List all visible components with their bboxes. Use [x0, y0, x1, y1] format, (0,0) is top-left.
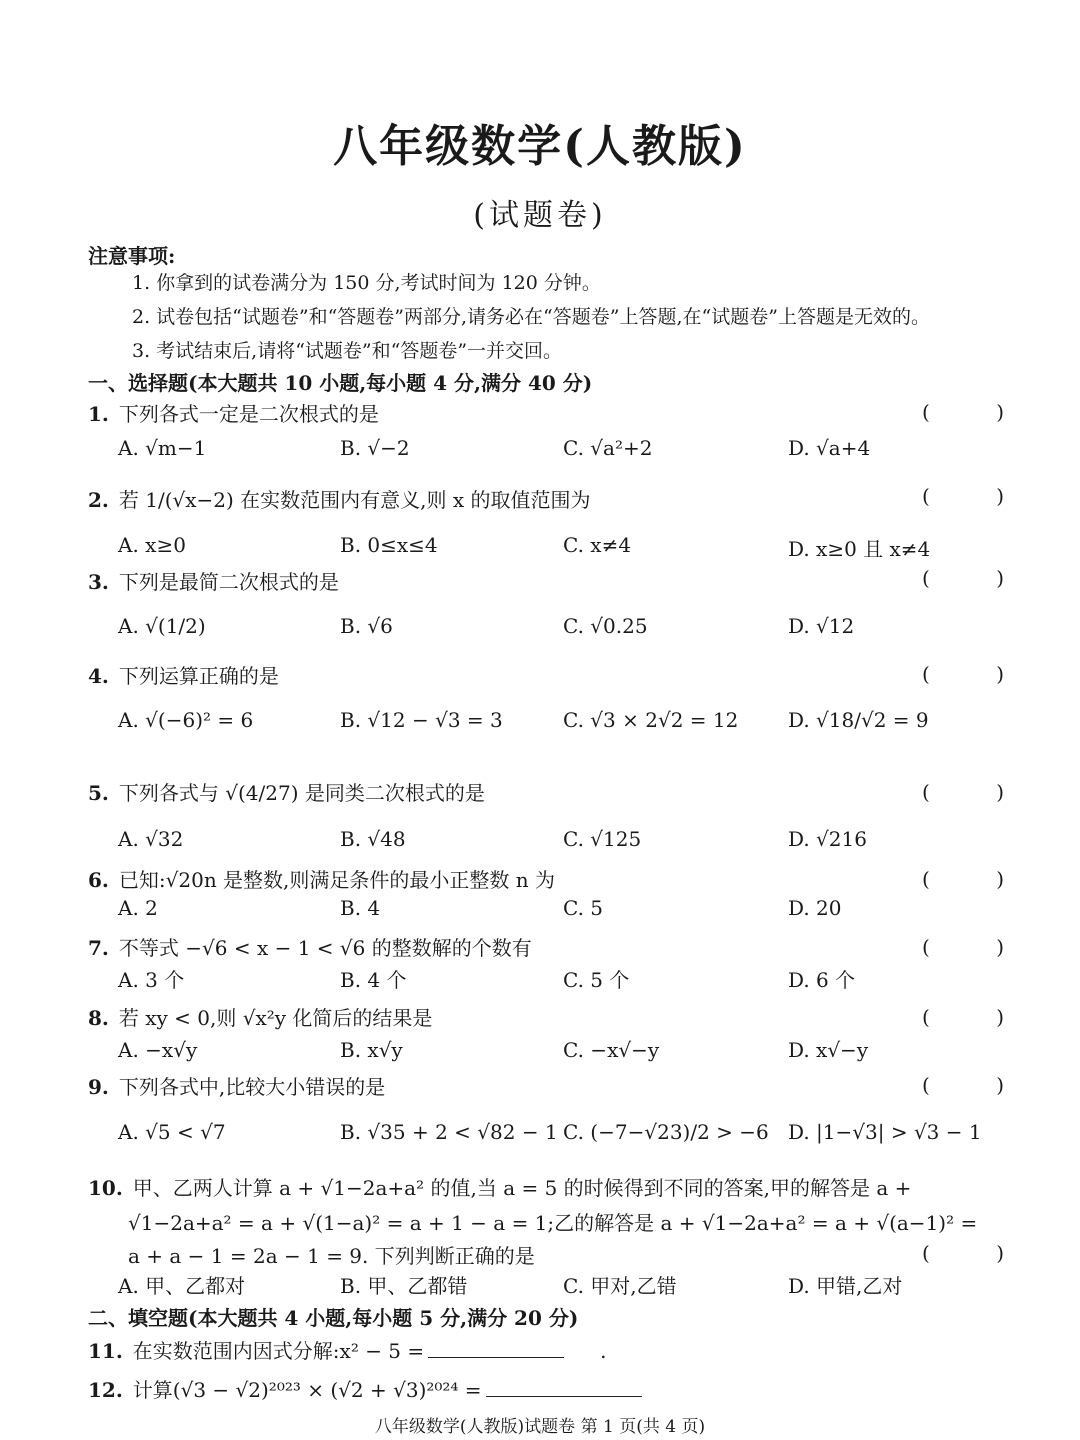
question-number: 11.: [88, 1339, 123, 1363]
section-heading-fill: 二、填空题(本大题共 4 小题,每小题 5 分,满分 20 分): [88, 1306, 579, 1330]
question-stem: 已知:√20n 是整数,则满足条件的最小正整数 n 为: [118, 868, 556, 892]
question-number: 3.: [88, 570, 109, 594]
option-a: A. √32: [118, 827, 184, 851]
option-c: C. x≠4: [563, 533, 632, 557]
option-a: A. √5 < √7: [118, 1120, 226, 1144]
question-2: [88, 484, 591, 513]
question-stem-line: 甲、乙两人计算 a + √1−2a+a² 的值,当 a = 5 的时候得到不同的答案,甲的解答是 a +: [132, 1176, 912, 1200]
question-stem: 下列运算正确的是: [118, 664, 279, 688]
note-item: 1. 你拿到的试卷满分为 150 分,考试时间为 120 分钟。: [132, 272, 601, 294]
option-a: A. 甲、乙都对: [118, 1274, 246, 1298]
question-number: 6.: [88, 868, 109, 892]
question-stem: 下列各式一定是二次根式的是: [118, 402, 379, 426]
option-a: A. √(−6)² = 6: [118, 708, 254, 732]
option-c: C. −x√−y: [563, 1038, 660, 1062]
page-footer: 八年级数学(人教版)试题卷 第 1 页(共 4 页): [374, 1417, 706, 1437]
question-stem-line: a + a − 1 = 2a − 1 = 9. 下列判断正确的是: [128, 1244, 535, 1268]
question-stem: 下列各式中,比较大小错误的是: [118, 1075, 386, 1099]
answer-bracket: ( ): [922, 566, 1034, 590]
question-9: [88, 1071, 385, 1100]
notes-heading: 注意事项:: [88, 244, 176, 268]
option-d: D. 甲错,乙对: [788, 1274, 903, 1298]
question-10: [88, 1172, 911, 1201]
option-c: C. 5: [563, 896, 604, 920]
question-stem-line: √1−2a+a² = a + √(1−a)² = a + 1 − a = 1;乙的解答是 a + √1−2a+a² = a + √(a−1)² =: [128, 1211, 978, 1235]
question-stem: 下列各式与 √(4/27) 是同类二次根式的是: [118, 781, 485, 805]
question-number: 1.: [88, 402, 109, 426]
option-b: B. 0≤x≤4: [340, 533, 438, 557]
option-a: A. 3 个: [118, 968, 185, 992]
option-c: C. 甲对,乙错: [563, 1274, 677, 1298]
section-heading-choice: 一、选择题(本大题共 10 小题,每小题 4 分,满分 40 分): [88, 371, 593, 395]
option-a: A. √(1/2): [118, 614, 206, 638]
note-item: 2. 试卷包括“试题卷”和“答题卷”两部分,请务必在“答题卷”上答题,在“试题卷”上答题是无效的。: [132, 306, 930, 328]
option-b: B. √6: [340, 614, 393, 638]
option-b: B. √48: [340, 827, 406, 851]
question-12: [88, 1374, 642, 1403]
option-b: B. √−2: [340, 436, 410, 460]
option-a: A. 2: [118, 896, 158, 920]
option-b: B. √35 + 2 < √82 − 1: [340, 1120, 558, 1144]
option-c: C. √3 × 2√2 = 12: [563, 708, 739, 732]
option-a: A. x≥0: [118, 533, 186, 557]
question-6: [88, 864, 555, 893]
question-stem: 若 1/(√x−2) 在实数范围内有意义,则 x 的取值范围为: [118, 488, 591, 512]
question-number: 2.: [88, 488, 109, 512]
option-a: A. √m−1: [118, 436, 207, 460]
question-stem: 若 xy < 0,则 √x²y 化简后的结果是: [118, 1006, 433, 1030]
note-item: 3. 考试结束后,请将“试题卷”和“答题卷”一并交回。: [132, 340, 563, 362]
question-8: [88, 1002, 432, 1031]
question-number: 5.: [88, 781, 109, 805]
option-c: C. √0.25: [563, 614, 648, 638]
question-7: [88, 932, 532, 961]
question-11: [88, 1335, 607, 1364]
question-4: [88, 660, 279, 689]
option-c: C. (−7−√23)/2 > −6: [563, 1120, 769, 1144]
option-d: D. √12: [788, 614, 855, 638]
answer-bracket: ( ): [922, 400, 1034, 424]
answer-bracket: ( ): [922, 1241, 1034, 1265]
question-number: 9.: [88, 1075, 109, 1099]
answer-bracket: ( ): [922, 780, 1034, 804]
option-b: B. x√y: [340, 1038, 403, 1062]
question-number: 7.: [88, 936, 109, 960]
option-d: D. √18/√2 = 9: [788, 708, 929, 732]
option-d: D. 6 个: [788, 968, 856, 992]
question-5: [88, 777, 485, 806]
question-stem: 计算(√3 − √2)²⁰²³ × (√2 + √3)²⁰²⁴ =: [132, 1378, 482, 1402]
answer-bracket: ( ): [922, 935, 1034, 959]
question-number: 12.: [88, 1378, 123, 1402]
option-b: B. √12 − √3 = 3: [340, 708, 503, 732]
question-1: [88, 398, 379, 427]
period: .: [600, 1339, 607, 1363]
question-number: 10.: [88, 1176, 123, 1200]
page-title: 八年级数学(人教版): [333, 121, 747, 172]
option-d: D. √a+4: [788, 436, 871, 460]
answer-bracket: ( ): [922, 484, 1034, 508]
option-d: D. x≥0 且 x≠4: [788, 537, 931, 561]
option-c: C. √125: [563, 827, 642, 851]
question-stem: 下列是最简二次根式的是: [118, 570, 339, 594]
question-stem: 不等式 −√6 < x − 1 < √6 的整数解的个数有: [118, 936, 532, 960]
page-subtitle: (试题卷): [473, 198, 607, 233]
option-d: D. √216: [788, 827, 867, 851]
answer-blank: [486, 1378, 642, 1397]
option-b: B. 甲、乙都错: [340, 1274, 468, 1298]
option-b: B. 4 个: [340, 968, 407, 992]
question-3: [88, 566, 339, 595]
question-number: 4.: [88, 664, 109, 688]
option-d: D. x√−y: [788, 1038, 869, 1062]
option-a: A. −x√y: [118, 1038, 198, 1062]
answer-bracket: ( ): [922, 1073, 1034, 1097]
answer-blank: [428, 1339, 564, 1358]
option-d: D. |1−√3| > √3 − 1: [788, 1120, 982, 1144]
answer-bracket: ( ): [922, 662, 1034, 686]
answer-bracket: ( ): [922, 1005, 1034, 1029]
option-c: C. 5 个: [563, 968, 630, 992]
question-stem: 在实数范围内因式分解:x² − 5 =: [132, 1339, 425, 1363]
answer-bracket: ( ): [922, 867, 1034, 891]
option-d: D. 20: [788, 896, 842, 920]
question-number: 8.: [88, 1006, 109, 1030]
option-c: C. √a²+2: [563, 436, 653, 460]
option-b: B. 4: [340, 896, 381, 920]
